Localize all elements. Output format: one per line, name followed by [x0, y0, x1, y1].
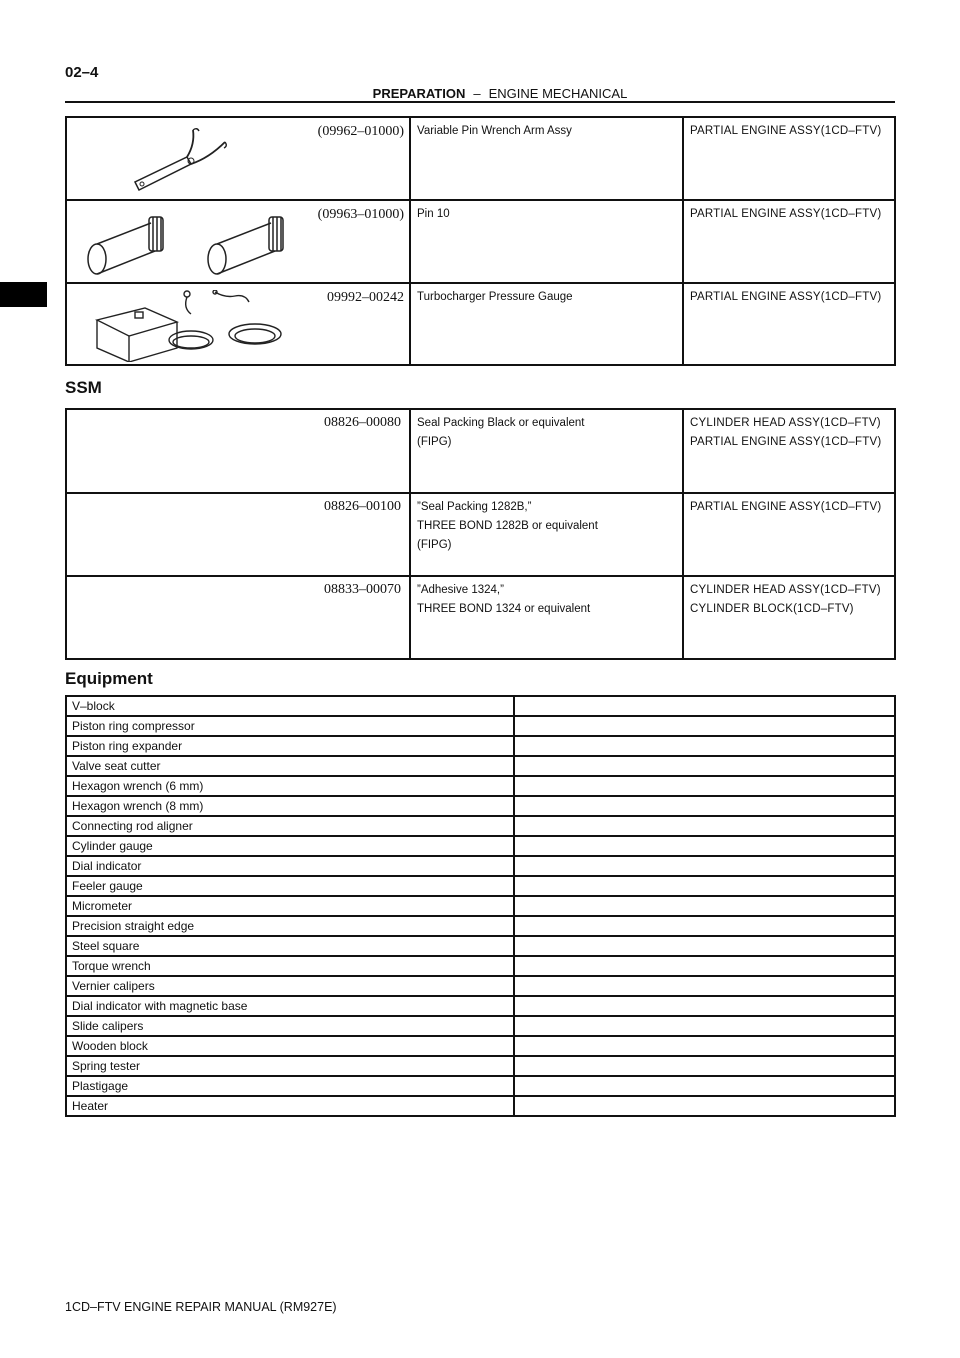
- table-row: [66, 756, 895, 776]
- equipment-item: Feeler gauge: [66, 876, 514, 896]
- table-row: [66, 200, 895, 283]
- equipment-empty-cell: [514, 876, 895, 896]
- material-description: [410, 576, 683, 659]
- table-row: [66, 1036, 895, 1056]
- table-row: [66, 796, 895, 816]
- description-line: THREE BOND 1324 or equivalent: [417, 603, 591, 615]
- equipment-empty-cell: [514, 836, 895, 856]
- table-row: [66, 283, 895, 365]
- header-subsection: ENGINE MECHANICAL: [488, 86, 628, 101]
- equipment-empty-cell: [514, 796, 895, 816]
- equipment-empty-cell: [514, 996, 895, 1016]
- material-description: [410, 493, 683, 576]
- equipment-item: Cylinder gauge: [66, 836, 514, 856]
- equipment-empty-cell: [514, 956, 895, 976]
- table-row: [66, 956, 895, 976]
- part-number: (09963–01000): [317, 207, 404, 222]
- material-image-cell: [66, 493, 410, 576]
- equipment-item: Precision straight edge: [66, 916, 514, 936]
- equipment-item: Valve seat cutter: [66, 756, 514, 776]
- equipment-item: Hexagon wrench (8 mm): [66, 796, 514, 816]
- equipment-empty-cell: [514, 1076, 895, 1096]
- description-line: (FIPG): [417, 539, 452, 551]
- equipment-item: Dial indicator: [66, 856, 514, 876]
- equipment-item: Heater: [66, 1096, 514, 1116]
- pressure-gauge-kit-illustration-icon: [95, 290, 325, 362]
- equipment-empty-cell: [514, 816, 895, 836]
- equipment-item: Plastigage: [66, 1076, 514, 1096]
- tool-description: Pin 10: [410, 200, 683, 283]
- equipment-empty-cell: [514, 1096, 895, 1116]
- part-number: 08826–00080: [324, 415, 401, 430]
- table-row: [66, 816, 895, 836]
- part-number: 09992–00242: [327, 290, 404, 305]
- equipment-item: Torque wrench: [66, 956, 514, 976]
- header-separator: –: [473, 86, 481, 101]
- use-line: CYLINDER BLOCK(1CD–FTV): [690, 603, 854, 615]
- equipment-item: Slide calipers: [66, 1016, 514, 1036]
- equipment-item: Dial indicator with magnetic base: [66, 996, 514, 1016]
- equipment-empty-cell: [514, 736, 895, 756]
- equipment-item: Steel square: [66, 936, 514, 956]
- equipment-empty-cell: [514, 1016, 895, 1036]
- table-row: [66, 576, 895, 659]
- material-image-cell: [66, 576, 410, 659]
- equipment-empty-cell: [514, 1036, 895, 1056]
- page-header: [0, 86, 960, 101]
- table-row: [66, 409, 895, 493]
- section-tab-marker: [0, 282, 47, 307]
- table-row: [66, 936, 895, 956]
- table-row: [66, 117, 895, 200]
- use-line: PARTIAL ENGINE ASSY(1CD–FTV): [690, 501, 882, 513]
- use-line: PARTIAL ENGINE ASSY(1CD–FTV): [690, 436, 882, 448]
- equipment-item: Vernier calipers: [66, 976, 514, 996]
- equipment-empty-cell: [514, 936, 895, 956]
- tool-description: Turbocharger Pressure Gauge: [410, 283, 683, 365]
- header-rule: [65, 101, 895, 103]
- tool-description: Variable Pin Wrench Arm Assy: [410, 117, 683, 200]
- equipment-section-title: Equipment: [65, 669, 153, 688]
- use-line: CYLINDER HEAD ASSY(1CD–FTV): [690, 417, 881, 429]
- tool-illustration-cell: [66, 200, 410, 283]
- table-row: [66, 896, 895, 916]
- part-number: (09962–01000): [317, 124, 404, 139]
- equipment-empty-cell: [514, 976, 895, 996]
- table-row: [66, 996, 895, 1016]
- table-row: [66, 876, 895, 896]
- equipment-item: Connecting rod aligner: [66, 816, 514, 836]
- use-line: CYLINDER HEAD ASSY(1CD–FTV): [690, 584, 881, 596]
- equipment-empty-cell: [514, 896, 895, 916]
- sst-table: [65, 116, 896, 366]
- equipment-item: Piston ring expander: [66, 736, 514, 756]
- material-use: [683, 493, 895, 576]
- table-row: [66, 1016, 895, 1036]
- material-use: [683, 576, 895, 659]
- table-row: [66, 736, 895, 756]
- equipment-empty-cell: [514, 776, 895, 796]
- header-section: PREPARATION: [372, 86, 466, 101]
- equipment-item: Micrometer: [66, 896, 514, 916]
- table-row: [66, 1096, 895, 1116]
- equipment-table: [65, 695, 896, 1117]
- part-number: 08833–00070: [324, 582, 401, 597]
- table-row: [66, 493, 895, 576]
- part-number: 08826–00100: [324, 499, 401, 514]
- ssm-table: [65, 408, 896, 660]
- table-row: [66, 836, 895, 856]
- page-number: 02–4: [65, 64, 99, 81]
- material-use: [683, 409, 895, 493]
- pin-illustration-icon: [79, 211, 299, 279]
- description-line: ”Seal Packing 1282B,”: [417, 501, 532, 513]
- description-line: ”Adhesive 1324,”: [417, 584, 504, 596]
- equipment-empty-cell: [514, 1056, 895, 1076]
- pin-wrench-arm-illustration-icon: [129, 124, 229, 194]
- table-row: [66, 696, 895, 716]
- equipment-item: Wooden block: [66, 1036, 514, 1056]
- material-description: [410, 409, 683, 493]
- description-line: Seal Packing Black or equivalent: [417, 417, 585, 429]
- tool-illustration-cell: [66, 283, 410, 365]
- material-image-cell: [66, 409, 410, 493]
- equipment-empty-cell: [514, 756, 895, 776]
- equipment-empty-cell: [514, 856, 895, 876]
- table-row: [66, 1056, 895, 1076]
- equipment-empty-cell: [514, 696, 895, 716]
- tool-illustration-cell: [66, 117, 410, 200]
- table-row: [66, 776, 895, 796]
- equipment-empty-cell: [514, 916, 895, 936]
- tool-use: PARTIAL ENGINE ASSY(1CD–FTV): [683, 200, 895, 283]
- equipment-item: Piston ring compressor: [66, 716, 514, 736]
- equipment-item: Spring tester: [66, 1056, 514, 1076]
- equipment-empty-cell: [514, 716, 895, 736]
- tool-use: PARTIAL ENGINE ASSY(1CD–FTV): [683, 117, 895, 200]
- footer-manual-id: 1CD–FTV ENGINE REPAIR MANUAL (RM927E): [65, 1300, 337, 1314]
- equipment-item: V–block: [66, 696, 514, 716]
- table-row: [66, 716, 895, 736]
- table-row: [66, 976, 895, 996]
- tool-use: PARTIAL ENGINE ASSY(1CD–FTV): [683, 283, 895, 365]
- table-row: [66, 856, 895, 876]
- description-line: THREE BOND 1282B or equivalent: [417, 520, 598, 532]
- table-row: [66, 916, 895, 936]
- equipment-item: Hexagon wrench (6 mm): [66, 776, 514, 796]
- ssm-section-title: SSM: [65, 378, 102, 397]
- table-row: [66, 1076, 895, 1096]
- description-line: (FIPG): [417, 436, 452, 448]
